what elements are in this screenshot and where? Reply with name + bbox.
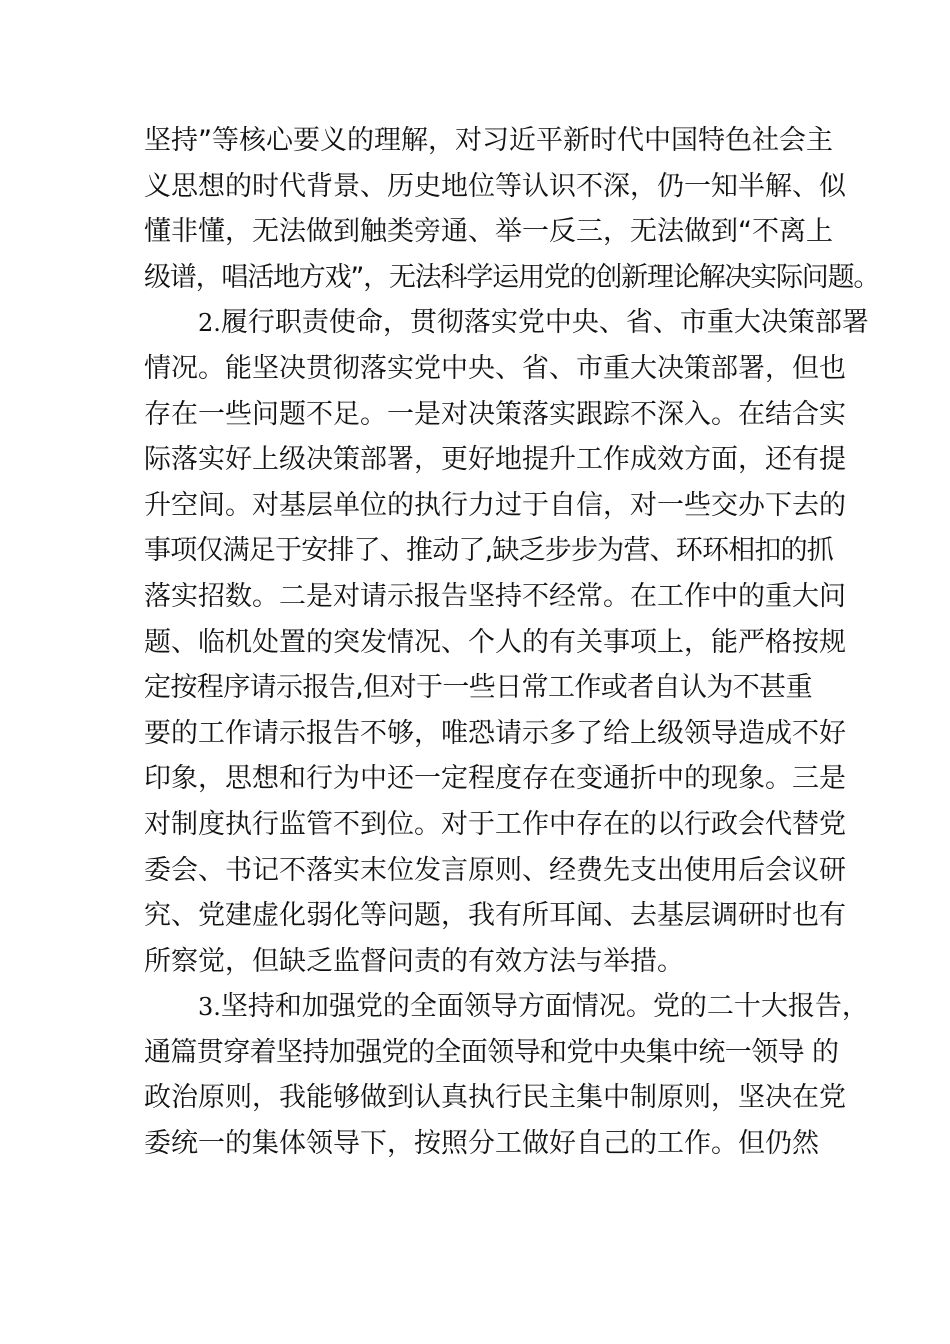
- text-line: 究、党建虚化弱化等问题，我有所耳闻、去基层调研时也有: [144, 900, 846, 932]
- text-line: 存在一些问题不足。一是对决策落实跟踪不深入。在结合实: [144, 398, 846, 430]
- text-line: 题、临机处置的突发情况、个人的有关事项上，能严格按规: [144, 626, 846, 658]
- paragraph-2-first-line: [144, 300, 869, 346]
- text-line: 情况。能坚决贯彻落实党中央、省、市重大决策部署，但也: [144, 352, 846, 384]
- text-line: 级谱，唱活地方戏”，无法科学运用党的创新理论解决实际问题。: [144, 261, 880, 293]
- paragraph-3-first-line: [144, 984, 869, 1030]
- body-text: [144, 118, 880, 1167]
- text-line: 义思想的时代背景、历史地位等认识不深，仍一知半解、似: [144, 170, 846, 202]
- text-line: 坚持”等核心要义的理解，对习近平新时代中国特色社会主: [144, 125, 833, 156]
- text-line: 对制度执行监管不到位。对于工作中存在的以行政会代替党: [144, 808, 846, 840]
- text-line: 际落实好上级决策部署，更好地提升工作成效方面，还有提: [144, 444, 846, 476]
- text-line: 通篇贯穿着坚持加强党的全面领导和党中央集中统一领导 的: [144, 1036, 839, 1068]
- text-line: 懂非懂，无法做到触类旁通、举一反三，无法做到“不离上: [144, 216, 833, 248]
- text-line: 委会、书记不落实末位发言原则、经费先支出使用后会议研: [144, 854, 846, 886]
- text-line: 升空间。对基层单位的执行力过于自信，对一些交办下去的: [144, 489, 846, 521]
- text-line: 落实招数。二是对请示报告坚持不经常。在工作中的重大问: [144, 580, 846, 612]
- text-line: 定按程序请示报告,但对于一些日常工作或者自认为不甚重: [144, 672, 812, 704]
- text-line: 履行职责使命，贯彻落实党中央、省、市重大决策部署: [220, 307, 869, 339]
- text-line: 事项仅满足于安排了、推动了,缺乏步步为营、环环相扣的抓: [144, 535, 833, 567]
- item-number-3: 3.: [198, 993, 221, 1022]
- text-line: 印象，思想和行为中还一定程度存在变通折中的现象。三是: [144, 763, 846, 795]
- item-number-2: 2.: [198, 309, 221, 338]
- text-line: 政治原则，我能够做到认真执行民主集中制原则，坚决在党: [144, 1082, 846, 1114]
- text-line: 坚持和加强党的全面领导方面情况。党的二十大报告，: [220, 991, 869, 1023]
- text-line: 所察觉，但缺乏监督问责的有效方法与举措。: [144, 945, 684, 977]
- text-line: 委统一的集体领导下，按照分工做好自己的工作。但仍然: [144, 1128, 819, 1160]
- text-line: 要的工作请示报告不够，唯恐请示多了给上级领导造成不好: [144, 717, 846, 749]
